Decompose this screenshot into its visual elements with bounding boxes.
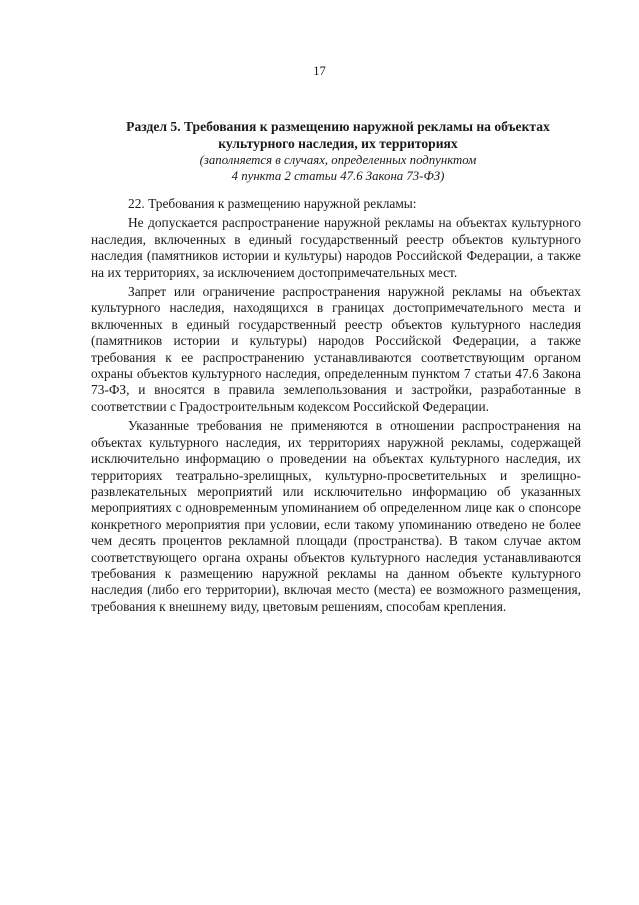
section-title [93, 118, 583, 152]
paragraph-1: Не допускается распространение наружной рекламы на объектах культурного наследия, включенных в единый государственный реестр объектов культурного наследия (памятников истории и культуры) народов Российской Федерации, а также на их территориях, за исключением достопримечательных мест. [91, 215, 581, 280]
section-note-line-1: (заполняется в случаях, определенных подпунктом [199, 153, 477, 167]
body-text [91, 196, 581, 615]
paragraph-2: Запрет или ограничение распространения наружной рекламы на объектах культурного наследия, находящихся в границах достопримечательного места и включенных в единый государственный реестр объектов культурного наследия (памятников истории и культуры) народов Российской Федерации, а также требования к ее распространению устанавливаются соответствующим органом охраны объектов культурного наследия, определенным пунктом 7 статьи 47.6 Закона 73-ФЗ, и вносятся в правила землепользования и застройки, разработанные в соответствии с Градостроительным кодексом Российской Федерации. [91, 284, 581, 414]
section-title-line-2: культурного наследия, их территориях [218, 136, 458, 151]
section-note-line-2: 4 пункта 2 статьи 47.6 Закона 73-ФЗ) [231, 169, 445, 183]
section-note [93, 152, 583, 184]
paragraph-3: Указанные требования не применяются в отношении распространения на объектах культурного наследия, их территориях наружной рекламы, содержащей исключительно информацию о проведении на объектах культурного наследия, их территориях театрально-зрелищных, культурно-просветительных и зрелищно-развлекательных мероприятий или исключительно информацию об указанных мероприятиях с одновременным упоминанием об определенном лице как о спонсоре конкретного мероприятия при условии, если такому упоминанию отведено не более чем десять процентов рекламной площади (пространства). В таком случае актом соответствующего органа охраны объектов культурного наследия устанавливаются требования к размещению наружной рекламы на данном объекте культурного наследия (либо его территории), включая место (места) ее возможного размещения, требования к внешнему виду, цветовым решениям, способам крепления. [91, 418, 581, 614]
item-heading: 22. Требования к размещению наружной рекламы: [128, 196, 417, 211]
section-title-line-1: Раздел 5. Требования к размещению наружной рекламы на объектах [126, 119, 550, 134]
page-number: 17 [313, 64, 326, 78]
